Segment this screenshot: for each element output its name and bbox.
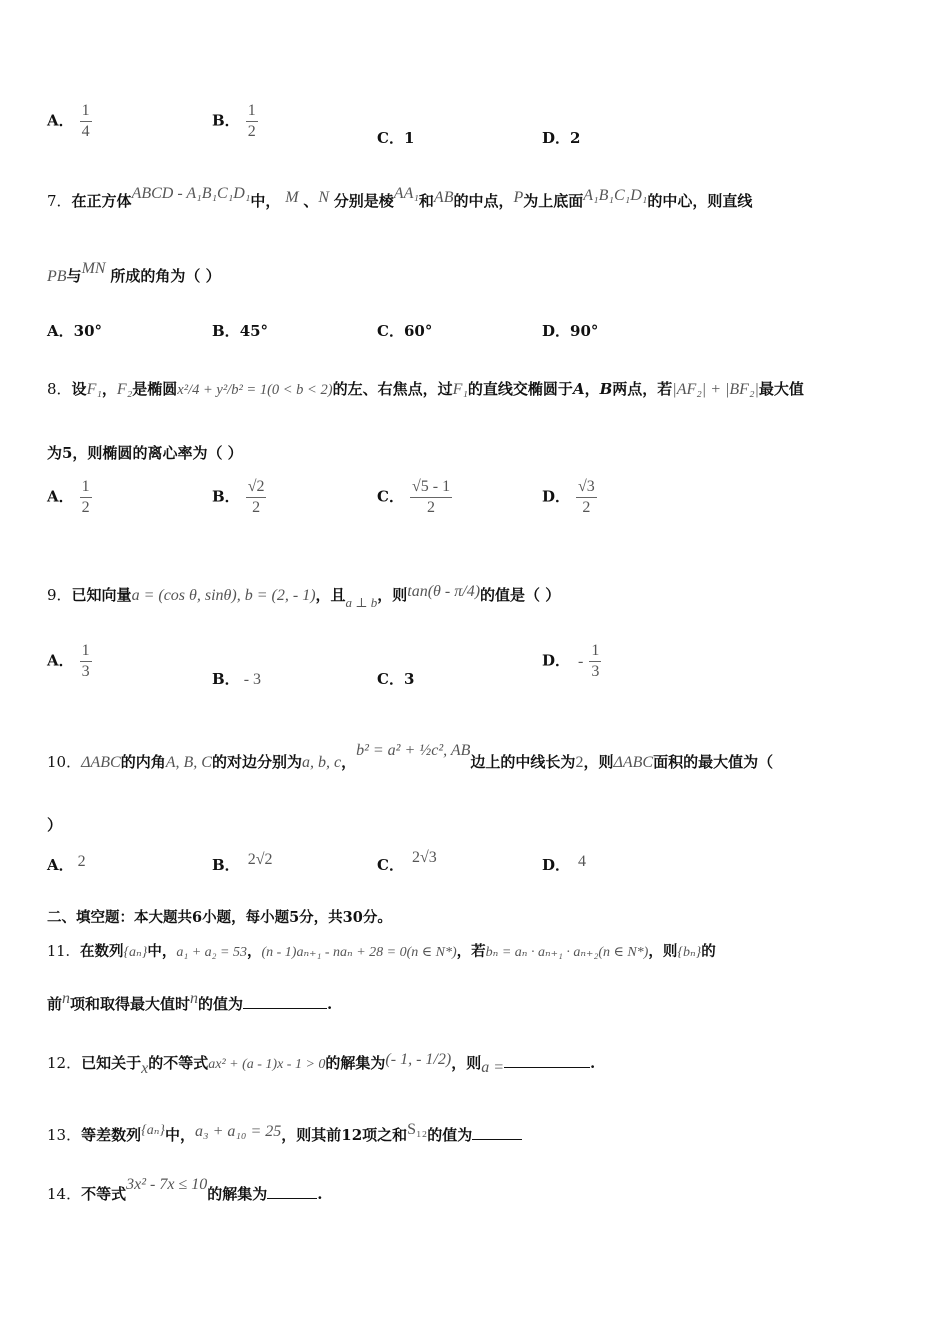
- math-ellipse: x²/4 + y²/b² = 1(0 < b < 2): [177, 382, 333, 398]
- math-cube: ABCD - A₁B₁C₁D₁: [131, 185, 251, 202]
- fraction: $\frac{1}{2}$: [81, 478, 90, 516]
- question-number: 13．: [47, 1126, 82, 1144]
- q8-line1: 8．设F₁，F₂是椭圆x²/4 + y²/b² = 1(0 < b < 2)的左、右焦点，过F₁的直线交椭圆于A，B两点，若|AF₂| + |BF₂|最大值: [47, 380, 804, 398]
- option-label: B．: [212, 111, 240, 130]
- answer-blank[interactable]: [243, 996, 327, 1009]
- section-heading: 二、填空题：本大题共6小题，每小题5分，共30分。: [47, 909, 392, 926]
- q7-option-d: D．90°: [542, 322, 599, 340]
- q8-option-b: B． $\frac{√2}{2}$: [212, 478, 265, 516]
- q7-option-c: C．60°: [377, 322, 433, 340]
- q14-line: 14．不等式3x² - 7x ≤ 10的解集为 .: [47, 1176, 323, 1203]
- q9-line1: 9．已知向量a = (cos θ, sinθ), b = (2, - 1)，且a ⊥ b，则tan(θ - π/4)的值是（ ）: [47, 583, 561, 610]
- fraction: $\frac{√5 - 1}{2}$: [411, 478, 451, 516]
- q7-option-b: B．45°: [212, 322, 269, 340]
- question-number: 14．: [47, 1185, 82, 1203]
- math-tan: tan(θ - π/4): [407, 583, 481, 600]
- q10-option-a: A． 2: [47, 853, 86, 874]
- q10-line2: ）: [47, 816, 63, 834]
- question-number: 10．: [47, 753, 82, 771]
- q12-line: 12．已知关于x的不等式ax² + (a - 1)x - 1 > 0的解集为(- 1, - 1/2)，则a = .: [47, 1051, 596, 1077]
- q10-option-b: B． 2√2: [212, 851, 273, 874]
- fraction: $\frac{1}{4}$: [81, 102, 90, 140]
- q6-option-b: [212, 102, 258, 141]
- q9-option-a: A． $\frac{1}{3}$: [47, 642, 90, 680]
- q8-option-d: D． $\frac{√3}{2}$: [542, 478, 595, 516]
- q8-option-c: C． $\frac{√5 - 1}{2}$: [377, 478, 451, 516]
- q7-line1: 7．在正方体ABCD - A₁B₁C₁D₁中， M 、N 分别是棱AA₁和AB的中点，P为上底面A₁B₁C₁D₁的中心，则直线: [47, 185, 753, 210]
- q10-option-d: D． 4: [542, 853, 587, 874]
- fraction: $\frac{1}{3}$: [81, 642, 90, 680]
- q10-line1: 10．ΔABC的内角A, B, C的对边分别为a, b, c，b² = a² + ½c², AB边上的中线长为2，则ΔABC面积的最大值为（: [47, 742, 774, 771]
- q11-line1: 11．在数列{aₙ}中，a₁ + a₂ = 53，(n - 1)aₙ₊₁ - naₙ + 28 = 0(n ∈ N*)，若bₙ = aₙ · aₙ₊₁ · aₙ₊₂(n ∈ N*)，则{bₙ}的: [47, 943, 716, 960]
- q13-line: 13．等差数列{aₙ}中，a₃ + a₁₀ = 25，则其前12项之和S₁₂的值为: [47, 1124, 910, 1145]
- q8-line2: 为5，则椭圆的离心率为（ ）: [47, 444, 243, 462]
- math-condition: b² = a² + ½c², AB: [356, 742, 471, 759]
- question-number: 7．: [47, 192, 72, 210]
- question-number: 9．: [47, 586, 72, 604]
- q6-option-d: D．2: [542, 129, 581, 147]
- fraction: $\frac{√3}{2}$: [578, 478, 595, 516]
- q7-option-a: A．30°: [47, 322, 103, 340]
- answer-blank[interactable]: [472, 1127, 522, 1140]
- math-recurrence: (n - 1)aₙ₊₁ - naₙ + 28 = 0(n ∈ N*): [261, 945, 457, 960]
- math-vectors: a = (cos θ, sinθ), b = (2, - 1): [131, 587, 316, 604]
- q9-option-b: B． - 3: [212, 670, 262, 688]
- fraction: $\frac{1}{3}$: [591, 642, 600, 680]
- q6-option-a: [47, 102, 92, 141]
- q8-option-a: A． $\frac{1}{2}$: [47, 478, 90, 516]
- q9-option-c: C．3: [377, 670, 415, 688]
- fraction: $\frac{√2}{2}$: [247, 478, 265, 516]
- question-number: 11．: [47, 944, 80, 960]
- option-label: A．: [47, 111, 74, 130]
- answer-blank[interactable]: [504, 1055, 590, 1068]
- question-number: 8．: [47, 380, 72, 398]
- math-inequality: ax² + (a - 1)x - 1 > 0: [208, 1057, 326, 1072]
- fraction: $\frac{1}{2}$: [247, 102, 256, 140]
- question-number: 12．: [47, 1054, 82, 1072]
- q7-line2: PB与MN 所成的角为（ ）: [47, 260, 221, 285]
- q9-option-d: D． - $\frac{1}{3}$: [542, 642, 600, 680]
- q11-line2: 前n项和取得最大值时n的值为 .: [47, 990, 333, 1013]
- answer-blank[interactable]: [267, 1186, 317, 1199]
- q6-option-c: C．1: [377, 129, 415, 147]
- q10-option-c: C． 2√3: [377, 849, 437, 874]
